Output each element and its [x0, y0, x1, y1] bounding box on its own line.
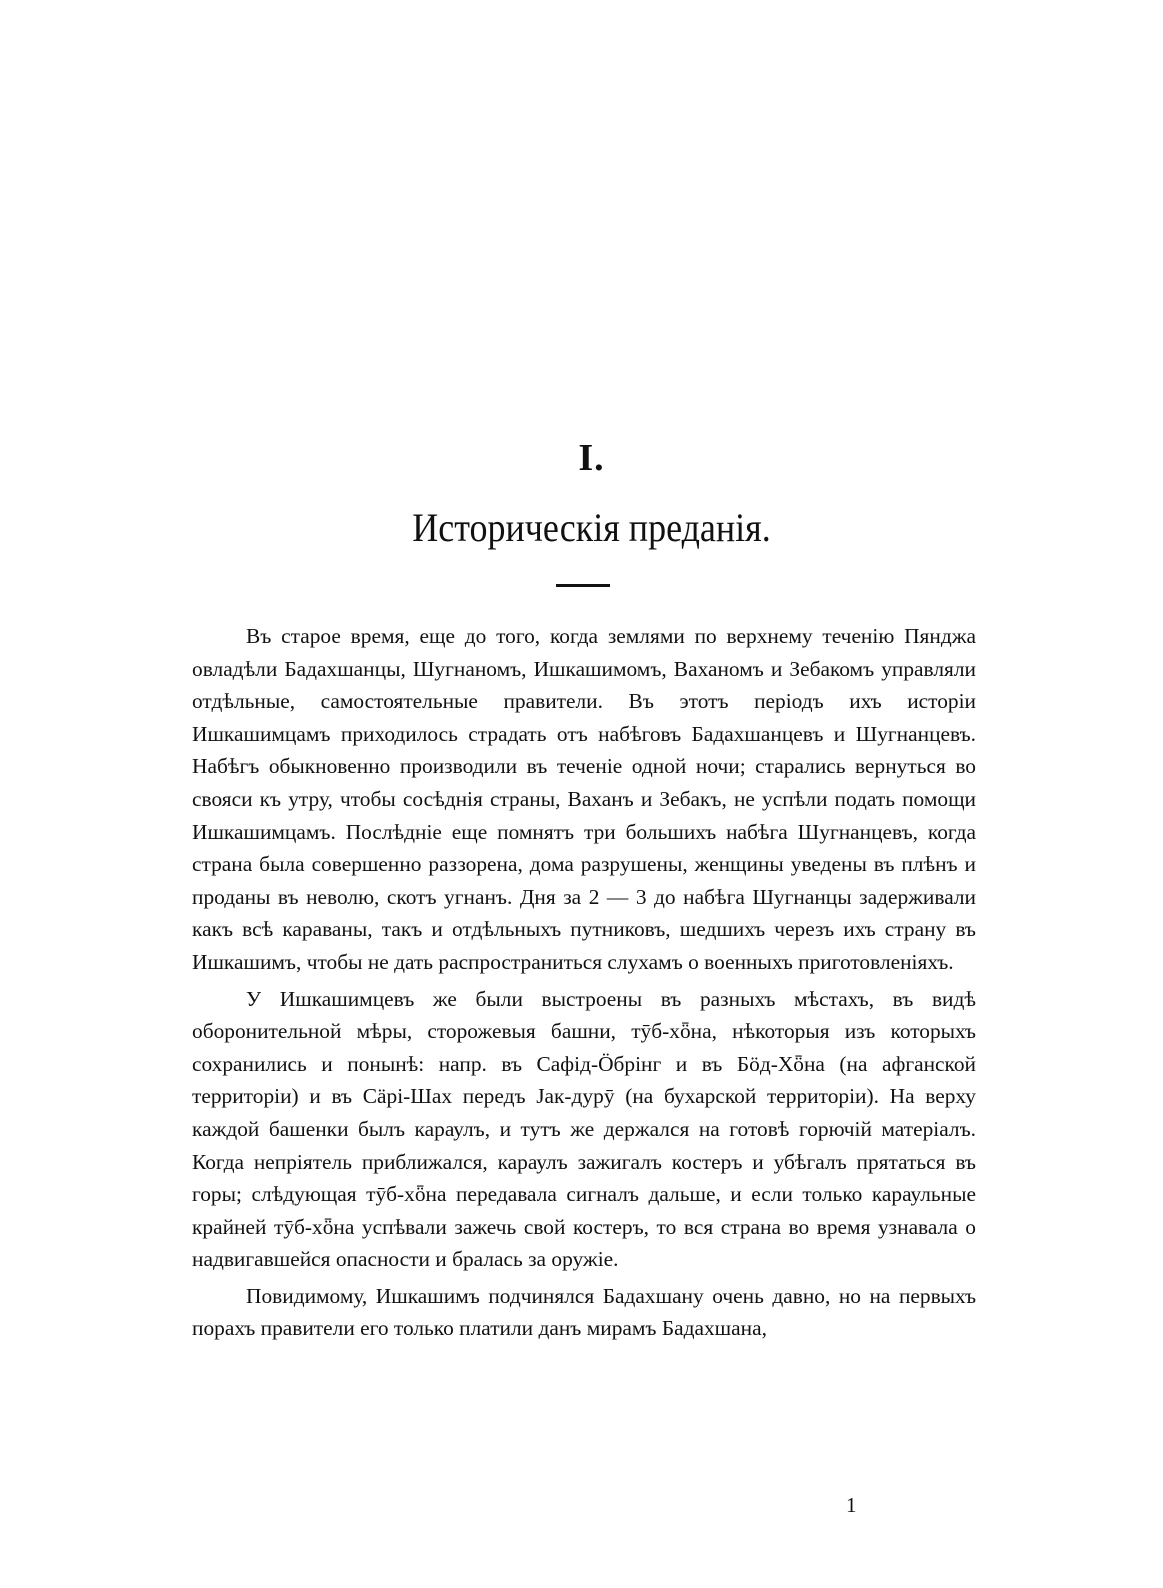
title-divider	[556, 584, 610, 587]
paragraph: У Ишкашимцевъ же были выстроены въ разныхъ мѣстахъ, въ видѣ оборонительной мѣры, сторожевыя башни, тӯб-хȫна, нѣкоторыя изъ которыхъ сохранились и понынѣ: напр. въ Сафід-Öбрінг и въ Бöд-Хȫна (на афганской территоріи) и въ Сäрі-Шах передъ Jак-дурӯ (на бухарской территоріи). На верху каждой башенки былъ караулъ, и тутъ же держался на готовѣ горючій матеріалъ. Когда непріятель приближался, караулъ зажигалъ костеръ и убѣгалъ прятаться въ горы; слѣдующая тӯб-хȫна передавала сигналъ дальше, и если только караульные крайней тӯб-хȫна успѣвали зажечь свой костеръ, то вся страна во время узнавала о надвигавшейся опасности и бралась за оружіе.	[192, 986, 976, 1272]
paragraph: Въ старое время, еще до того, когда землями по верхнему теченію Пянджа овладѣли Бадахшанцы, Шугнаномъ, Ишкашимомъ, Ваханомъ и Зебакомъ управляли отдѣльные, самостоятельные правители. Въ этотъ періодъ ихъ исторіи Ишкашимцамъ приходилось страдать отъ набѣговъ Бадахшанцевъ и Шугнанцевъ. Набѣгъ обыкновенно производили въ теченіе одной ночи; старались вернуться во свояси къ утру, чтобы сосѣднія страны, Ваханъ и Зебакъ, не успѣли подать помощи Ишкашимцамъ. Послѣдніе еще помнятъ три большихъ набѣга Шугнанцевъ, когда страна была совершенно раззорена, дома разрушены, женщины уведены въ плѣнъ и проданы въ неволю, скотъ угнанъ. Дня за 2 — 3 до набѣга Шугнанцы задерживали какъ всѣ караваны, такъ и отдѣльныхъ путниковъ, шедшихъ черезъ ихъ страну въ Ишкашимъ, чтобы не дать распространиться слухамъ о военныхъ приготовленіяхъ.	[192, 624, 976, 974]
page-number: 1	[846, 1493, 857, 1517]
chapter-number: I.	[578, 437, 605, 479]
body-text	[192, 620, 976, 1345]
paragraph: Повидимому, Ишкашимъ подчинялся Бадахшану очень давно, но на первыхъ порахъ правители его только платили данъ мирамъ Бадахшана,	[192, 1283, 976, 1341]
chapter-title: Историческія преданія.	[412, 505, 771, 550]
